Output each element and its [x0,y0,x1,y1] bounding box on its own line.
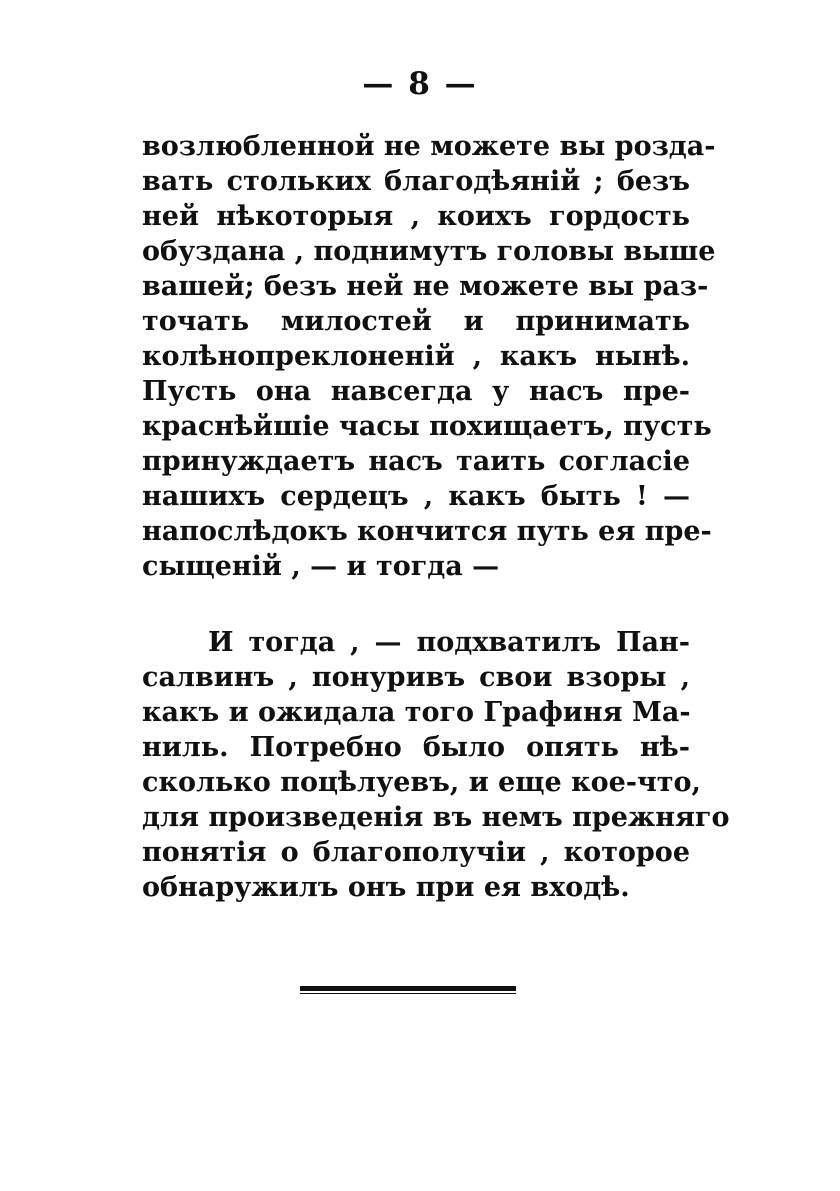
text-line: краснѣйшiе часы похищаетъ, пусть [142,411,712,442]
section-divider-rule [300,986,516,991]
text-line: вашей; безъ ней не можете вы раз- [142,271,709,302]
text-line: сколько поцѣлуевъ, и еще кое-что, [142,767,701,798]
text-line: принуждаетъ насъ таить согласiе [142,446,690,477]
text-line: напослѣдокъ кончится путь ея пре- [142,516,712,547]
text-line: сыщенiй , — и тогда — [142,551,500,582]
text-line: для произведенiя въ немъ прежняго [142,802,730,833]
text-line: И тогда , — подхватилъ Пан- [208,627,690,658]
text-line: салвинъ , понуривъ свои взоры , [142,662,690,693]
text-line: нашихъ сердецъ , какъ быть ! — [142,481,690,512]
text-line: какъ и ожидала того Графиня Ма- [142,697,691,728]
text-line: возлюбленной не можете вы розда- [142,131,716,162]
text-line: вать стольких благодѣянiй ; безъ [142,166,690,197]
text-line: Пусть она навсегда у насъ пре- [142,376,690,407]
text-line: обуздана , поднимутъ головы выше [142,236,716,267]
text-line: ниль. Потребно было опять нѣ- [142,732,690,763]
text-line: понятiя о благополучiи , которое [142,837,690,868]
text-line: обнаружилъ онъ при ея входѣ. [142,872,630,903]
text-line: ней нѣкоторыя , коихъ гордость [142,201,690,232]
page-number-header: — 8 — [362,66,478,102]
text-line: точать милостей и принимать [142,306,690,337]
text-line: колѣнопреклоненiй , какъ нынѣ. [142,341,690,372]
